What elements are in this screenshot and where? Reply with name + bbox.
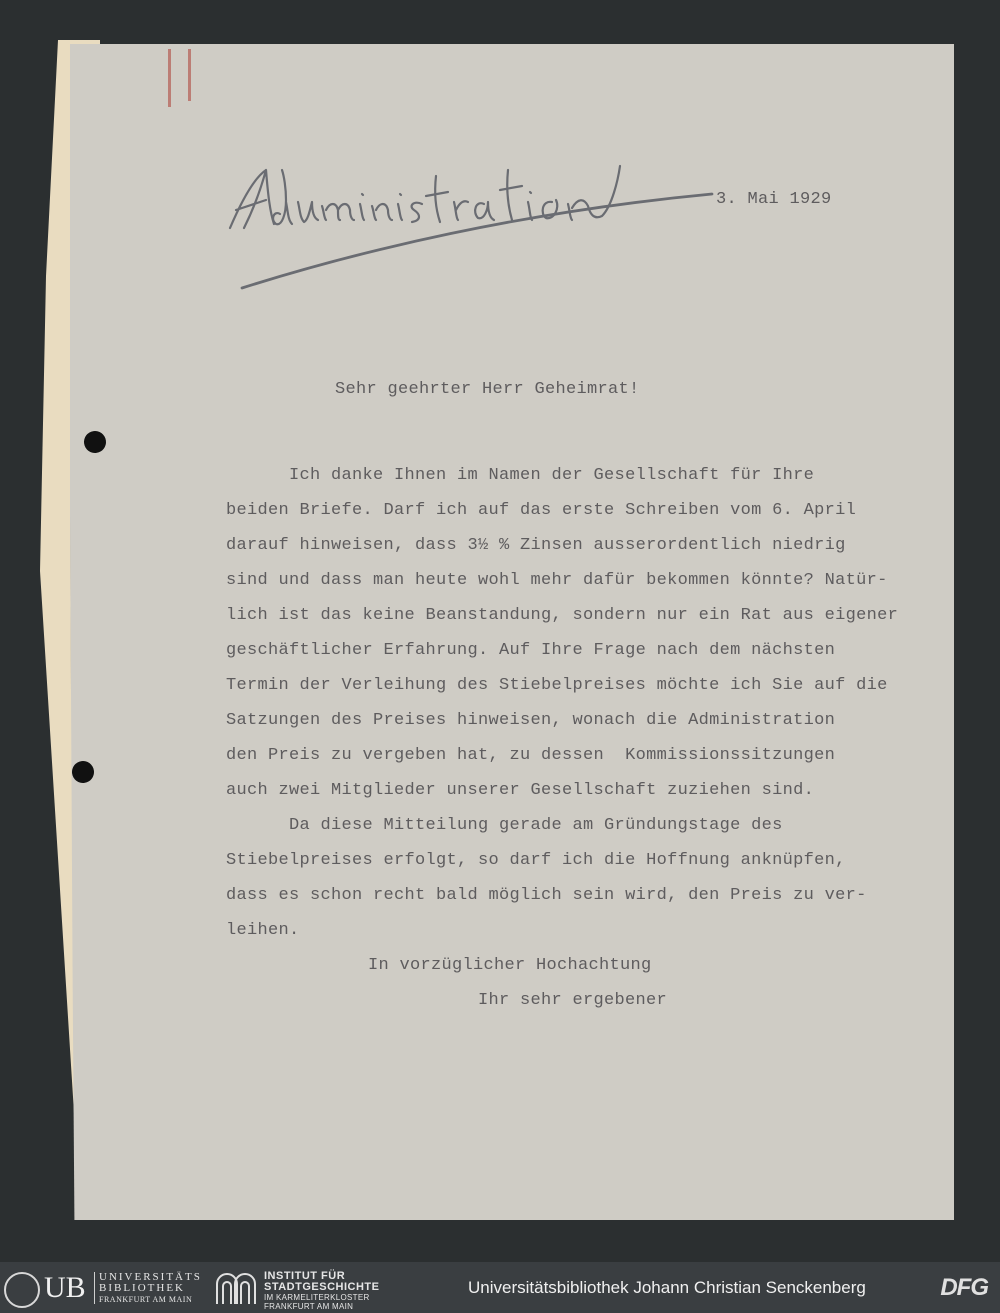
body-line: den Preis zu vergeben hat, zu dessen Kommissionssitzungen xyxy=(226,746,836,765)
isg-arches-icon xyxy=(215,1272,257,1304)
red-mark xyxy=(188,49,191,101)
ub-line-3: FRANKFURT AM MAIN xyxy=(99,1295,193,1304)
isg-logo-text xyxy=(264,1271,379,1311)
ub-logo-letters: UB xyxy=(44,1271,86,1304)
library-name: Universitätsbibliothek Johann Christian Senckenberg xyxy=(468,1278,866,1297)
isg-line-4: FRANKFURT AM MAIN xyxy=(264,1302,354,1311)
closing-phrase: In vorzüglicher Hochachtung xyxy=(368,956,652,975)
body-line: Satzungen des Preises hinweisen, wonach die Administration xyxy=(226,711,836,730)
body-line: geschäftlicher Erfahrung. Auf Ihre Frage nach dem nächsten xyxy=(226,641,836,660)
footer-bar xyxy=(0,1262,1000,1313)
ub-portrait-icon xyxy=(4,1272,40,1308)
body-line: beiden Briefe. Darf ich auf das erste Schreiben vom 6. April xyxy=(226,501,857,520)
body-line: lich ist das keine Beanstandung, sondern nur ein Rat aus eigener xyxy=(226,606,899,625)
salutation: Sehr geehrter Herr Geheimrat! xyxy=(335,380,640,399)
dfg-logo: DFG xyxy=(940,1274,988,1301)
letter-date: 3. Mai 1929 xyxy=(716,190,832,209)
body-line: leihen. xyxy=(226,921,300,940)
body-line: darauf hinweisen, dass 3½ % Zinsen ausserordentlich niedrig xyxy=(226,536,846,555)
closing-signoff: Ihr sehr ergebener xyxy=(478,991,668,1010)
body-line: Stiebelpreises erfolgt, so darf ich die Hoffnung anknüpfen, xyxy=(226,851,846,870)
body-line: Ich danke Ihnen im Namen der Gesellschaft für Ihre xyxy=(226,466,815,485)
isg-line-2: STADTGESCHICHTE xyxy=(264,1281,380,1293)
divider xyxy=(94,1272,95,1304)
body-line: sind und dass man heute wohl mehr dafür bekommen könnte? Natür- xyxy=(226,571,888,590)
body-line: dass es schon recht bald möglich sein wird, den Preis zu ver- xyxy=(226,886,867,905)
red-mark xyxy=(168,49,171,107)
isg-line-1: INSTITUT FÜR xyxy=(264,1270,346,1282)
isg-line-3: IM KARMELITERKLOSTER xyxy=(264,1293,370,1302)
ub-line-2: BIBLIOTHEK xyxy=(99,1282,185,1294)
ub-logo-text xyxy=(99,1272,202,1305)
body-line: Termin der Verleihung des Stiebelpreises möchte ich Sie auf die xyxy=(226,676,888,695)
body-line: Da diese Mitteilung gerade am Gründungstage des xyxy=(226,816,783,835)
body-line: auch zwei Mitglieder unserer Gesellschaft zuziehen sind. xyxy=(226,781,815,800)
handwritten-administration-signature xyxy=(222,140,722,310)
ub-line-1: UNIVERSITÄTS xyxy=(99,1271,202,1283)
